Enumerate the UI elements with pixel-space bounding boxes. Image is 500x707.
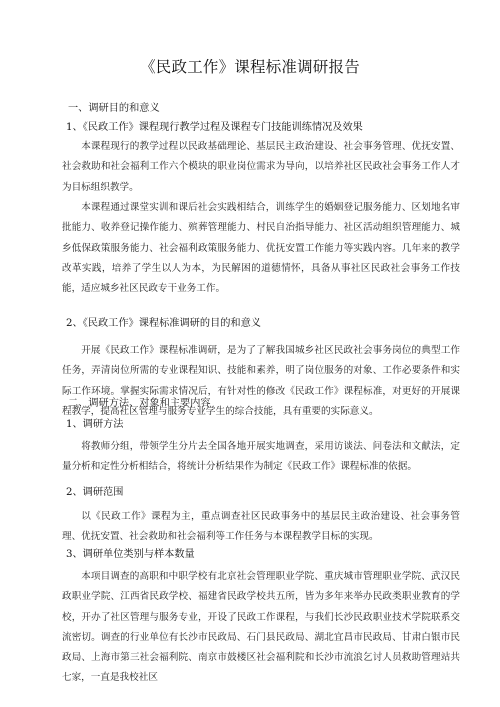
subsection-heading-1-1: 1、《民政工作》课程现行教学过程及课程专门技能训练情况及效果 [66,122,363,133]
paragraph-2-2-1: 以《民政工作》课程为主，重点调查社区民政事务中的基层民主政治建设、社会事务管理、优抚安置、社会救助和社会福利等工作任务与本课程教学目标的实现。 [62,511,460,543]
subsection-heading-2-3: 3、调研单位类别与样本数量 [66,549,195,560]
paragraph-1-2-1: 开展《民政工作》课程标准调研，是为了了解我国城乡社区民政社会事务岗位的典型工作任务，弄清岗位所需的专业课程知识、技能和素养，明了岗位服务的对象、工作必要条件和实际工作环境。掌握实际需求情况后，有针对性的修改《民政工作》课程标准，对更好的开展课程教学，提高社区管理与服务专业学生的综合技能，具有重要的实际意义。 [62,345,460,417]
paragraph-1-1-2: 本课程通过课堂实训和课后社会实践相结合，训练学生的婚姻登记服务能力、区划地名审批能力、收养登记操作能力、殡葬管理能力、村民自治指导能力、社区活动组织管理能力、城乡低保政策服务能力、社会福利政策服务能力、优抚安置工作能力等实践内容。几年来的教学改革实践，培养了学生以人为本，为民解困的道德情怀，具备从事社区民政社会事务工作技能，适应城乡社区民政专干业务工作。 [62,202,460,295]
section-heading-2: 二、调研方法、对象和主要内容 [68,398,211,409]
subsection-heading-2-1: 1、调研方法 [66,419,124,430]
subsection-heading-1-2: 2、《民政工作》课程标准调研的目的和意义 [66,318,261,329]
paragraph-2-3-1: 本项目调查的高职和中职学校有北京社会管理职业学院、重庆城市管理职业学院、武汉民政职业学院、江西省民政学校、福建省民政学校共五所，皆为多年来举办民政类职业教育的学校，开办了社区管理与服务专业，开设了民政工作课程，与我们长沙民政职业技术学院联系交流密切。调查的行业单位有长沙市民政局、石门县民政局、湖北宜昌市民政局、甘肃白银市民政局、上海市第三社会福利院、南京市鼓楼区社会福利院和长沙市流浪乞讨人员救助管理站共七家，一直是我校社区 [62,571,460,684]
document-title: 《民政工作》课程标准调研报告 [140,58,360,76]
paragraph-2-1-1: 将教师分组，带领学生分片去全国各地开展实地调查，采用访谈法、问卷法和文献法，定量分析和定性分析相结合，将统计分析结果作为制定《民政工作》课程标准的依据。 [62,441,460,473]
subsection-heading-2-2: 2、调研范围 [66,487,124,498]
section-heading-1: 一、调研目的和意义 [68,103,160,114]
paragraph-1-1-1: 本课程现行的教学过程以民政基础理论、基层民主政治建设、社会事务管理、优抚安置、社会救助和社会福利工作六个模块的职业岗位需求为导向，以培养社区民政社会事务工作人才为目标组织教学。 [62,141,460,193]
